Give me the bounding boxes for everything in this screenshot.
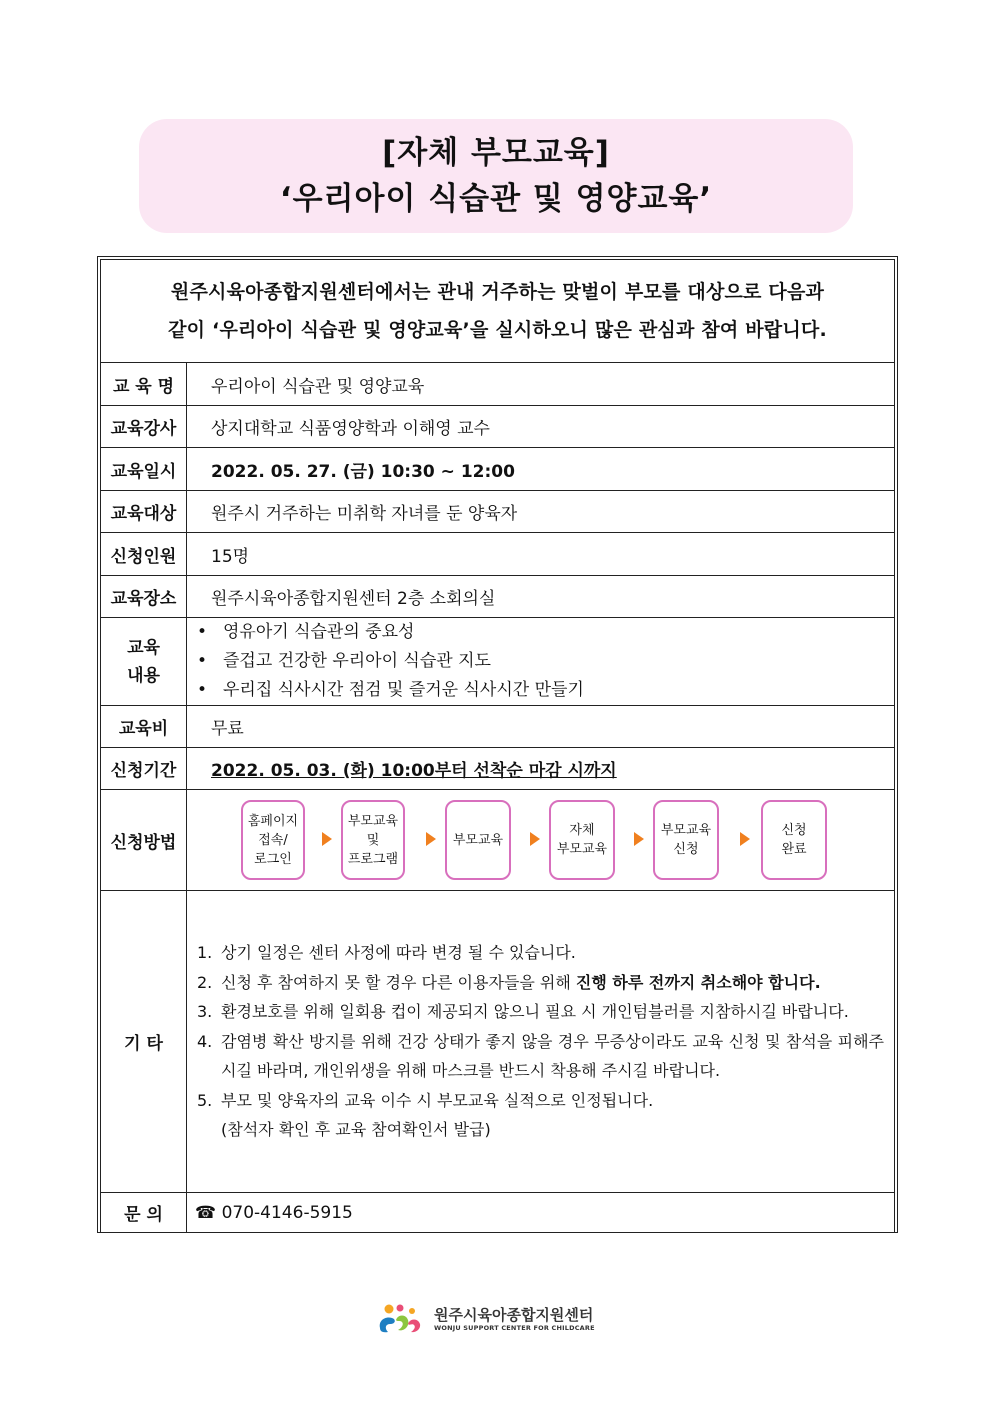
flow-step-education-program: 부모교육 및 프로그램 (341, 800, 405, 880)
flow-step-apply: 부모교육 신청 (653, 800, 719, 880)
intro-text: 원주시육아종합지원센터에서는 관내 거주하는 맞벌이 부모를 대상으로 다음과 같이 ‘우리아이 식습관 및 영양교육’을 실시하오니 많은 관심과 참여 바랍니다. (101, 260, 895, 363)
center-logo-icon (376, 1302, 428, 1336)
row-contact (101, 1193, 895, 1233)
label-fee: 교육비 (101, 706, 187, 748)
value-fee: 무료 (187, 706, 895, 748)
row-target (101, 491, 895, 533)
arrow-right-icon (426, 832, 436, 846)
content-list (187, 618, 894, 705)
row-fee (101, 706, 895, 748)
content-item: • 영유아기 식습관의 중요성 (187, 618, 894, 647)
note-item: 3. 환경보호를 위해 일회용 컵이 제공되지 않으니 필요 시 개인텀블러를 지참하시길 바랍니다. (197, 1002, 849, 1022)
notes-cell (187, 891, 895, 1193)
flow-step-own-parent-education: 자체 부모교육 (549, 800, 615, 880)
label-date: 교육일시 (101, 448, 187, 491)
value-date: 2022. 05. 27. (금) 10:30 ~ 12:00 (187, 448, 895, 491)
logo-text (434, 1306, 595, 1333)
row-place (101, 576, 895, 618)
arrow-right-icon (740, 832, 750, 846)
row-period (101, 748, 895, 790)
notes-list (187, 932, 894, 1151)
flow-step-parent-education: 부모교육 (445, 800, 511, 880)
content-item: • 즐겁고 건강한 우리아이 식습관 지도 (187, 647, 894, 676)
content-item: • 우리집 식사시간 점검 및 즐거운 식사시간 만들기 (187, 676, 894, 705)
note-item: 5. 부모 및 양육자의 교육 이수 시 부모교육 실적으로 인정됩니다. (197, 1090, 654, 1110)
value-place: 원주시육아종합지원센터 2층 소회의실 (187, 576, 895, 618)
title-line-1: [자체 부모교육] (382, 135, 610, 171)
info-table (100, 259, 895, 1233)
label-content: 교육 내용 (101, 618, 187, 706)
content-list-cell (187, 618, 895, 706)
value-instructor: 상지대학교 식품영양학과 이해영 교수 (187, 406, 895, 448)
row-method (101, 790, 895, 891)
bullet-icon: • (197, 622, 208, 642)
value-contact: ☎ 070-4146-5915 (187, 1193, 895, 1233)
label-capacity: 신청인원 (101, 533, 187, 576)
row-content (101, 618, 895, 706)
center-logo (376, 1302, 596, 1336)
arrow-right-icon (634, 832, 644, 846)
flow-step-complete: 신청 완료 (761, 800, 827, 880)
label-target: 교육대상 (101, 491, 187, 533)
logo-name-ko: 원주시육아종합지원센터 (434, 1305, 594, 1324)
label-instructor: 교육강사 (101, 406, 187, 448)
method-flow-cell (187, 790, 895, 891)
label-contact: 문 의 (101, 1193, 187, 1233)
label-method: 신청방법 (101, 790, 187, 891)
value-capacity: 15명 (187, 533, 895, 576)
value-target: 원주시 거주하는 미취학 자녀를 둔 양육자 (187, 491, 895, 533)
title-banner (139, 119, 853, 233)
bullet-icon: • (197, 680, 208, 700)
value-name: 우리아이 식습관 및 영양교육 (187, 363, 895, 406)
arrow-right-icon (322, 832, 332, 846)
bullet-icon: • (197, 651, 208, 671)
label-name: 교 육 명 (101, 363, 187, 406)
title-line-2: ‘우리아이 식습관 및 영양교육’ (279, 181, 713, 217)
row-date (101, 448, 895, 491)
label-place: 교육장소 (101, 576, 187, 618)
note-item: 2. 신청 후 참여하지 못 할 경우 다른 이용자들을 위해 진행 하루 전까지 취소해야 합니다. (197, 972, 821, 992)
application-flow (187, 790, 894, 890)
label-etc: 기 타 (101, 891, 187, 1193)
note-item: 4. 감염병 확산 방지를 위해 건강 상태가 좋지 않을 경우 무증상이라도 교육 신청 및 참석을 피해주시길 바라며, 개인위생을 위해 마스크를 반드시 착용해 주시길 바랍니다. (197, 1031, 884, 1081)
note-subitem: (참석자 확인 후 교육 참여확인서 발급) (221, 1120, 491, 1140)
value-period: 2022. 05. 03. (화) 10:00부터 선착순 마감 시까지 (187, 748, 895, 790)
row-capacity (101, 533, 895, 576)
row-etc (101, 891, 895, 1193)
note-item: 1. 상기 일정은 센터 사정에 따라 변경 될 수 있습니다. (197, 943, 576, 963)
phone-icon: ☎ (195, 1202, 217, 1223)
arrow-right-icon (530, 832, 540, 846)
logo-name-en: WONJU SUPPORT CENTER FOR CHILDCARE (434, 1323, 595, 1332)
label-period: 신청기간 (101, 748, 187, 790)
row-instructor (101, 406, 895, 448)
flow-step-homepage-login: 홈페이지 접속/ 로그인 (241, 800, 305, 880)
row-name (101, 363, 895, 406)
